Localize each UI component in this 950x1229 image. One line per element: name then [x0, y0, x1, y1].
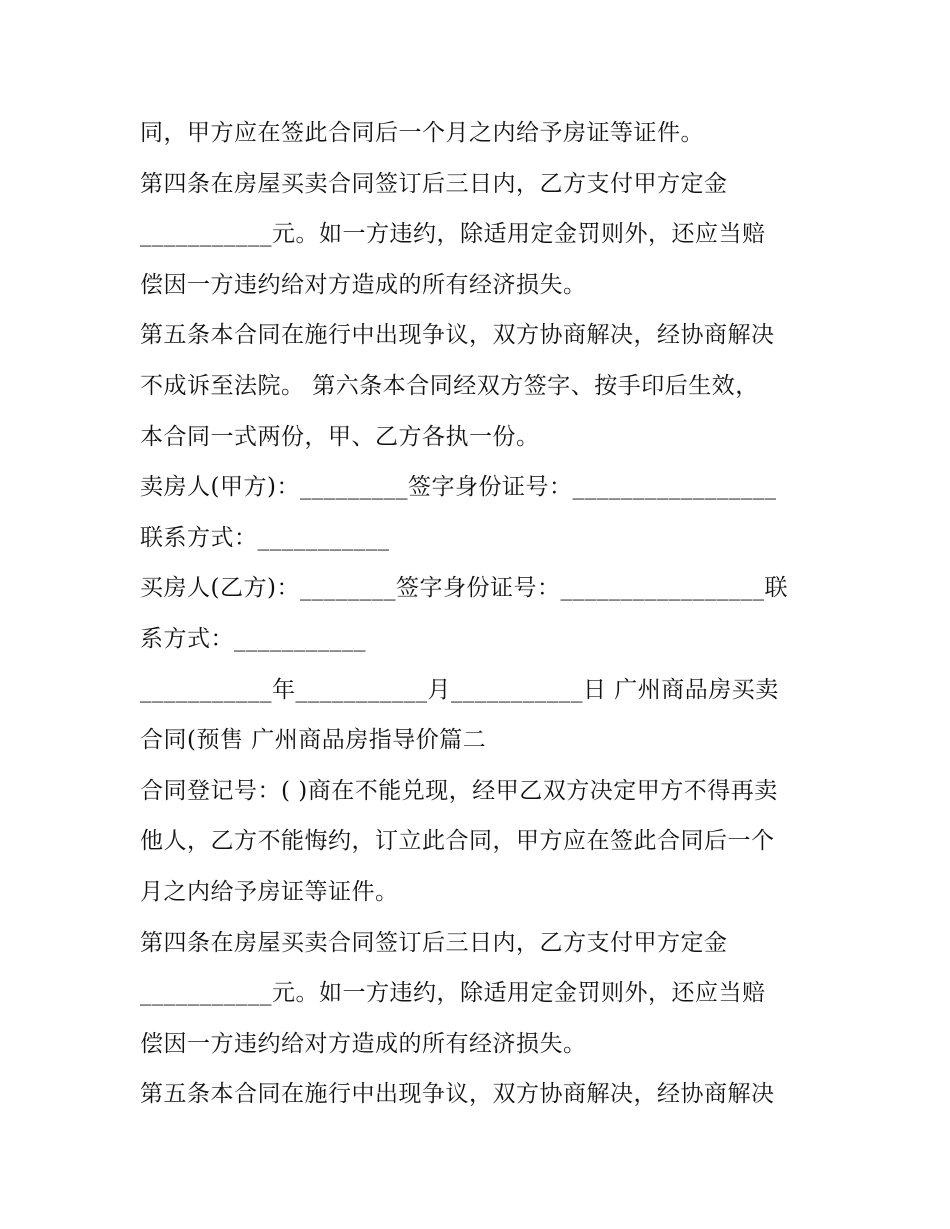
seller-contact-line: 联系方式：___________ [140, 524, 390, 551]
buyer-signature-line: 买房人(乙方)：________签字身份证号：_________________联 [140, 575, 788, 602]
text-line: 月之内给予房证等证件。 [140, 878, 399, 905]
text-line: 不成诉至法院。 第六条本合同经双方签字、按手印后生效， [140, 372, 759, 399]
text-line: 合同登记号：( )商在不能兑现，经甲乙双方决定甲方不得再卖 [140, 777, 778, 804]
document-body [140, 108, 830, 1120]
text-line: 同，甲方应在签此合同后一个月之内给予房证等证件。 [140, 120, 704, 146]
text-line: 第五条本合同在施行中出现争议，双方协商解决，经协商解决 [140, 322, 775, 349]
text-line: 第四条在房屋买卖合同签订后三日内，乙方支付甲方定金 [140, 929, 728, 956]
text-line: 第五条本合同在施行中出现争议，双方协商解决，经协商解决 [140, 1081, 775, 1108]
text-line: 本合同一式两份，甲、乙方各执一份。 [140, 423, 540, 450]
text-line: 第四条在房屋买卖合同签订后三日内，乙方支付甲方定金 [140, 170, 728, 197]
text-line: 偿因一方违约给对方造成的所有经济损失。 [140, 271, 587, 298]
seller-signature-line: 卖房人(甲方)：_________签字身份证号：_________________ [140, 474, 777, 501]
section-heading: 合同(预售 广州商品房指导价篇二 [140, 727, 487, 754]
text-line: ___________元。如一方违约，除适用定金罚则外，还应当赔 [140, 221, 766, 248]
buyer-contact-line: 系方式：___________ [140, 625, 366, 652]
text-line: ___________元。如一方违约，除适用定金罚则外，还应当赔 [140, 980, 766, 1007]
text-line: 偿因一方违约给对方造成的所有经济损失。 [140, 1030, 587, 1057]
date-line: ___________年___________月___________日 广州商品房买卖 [140, 676, 779, 703]
text-line: 他人，乙方不能悔约，订立此合同，甲方应在签此合同后一个 [140, 828, 775, 855]
